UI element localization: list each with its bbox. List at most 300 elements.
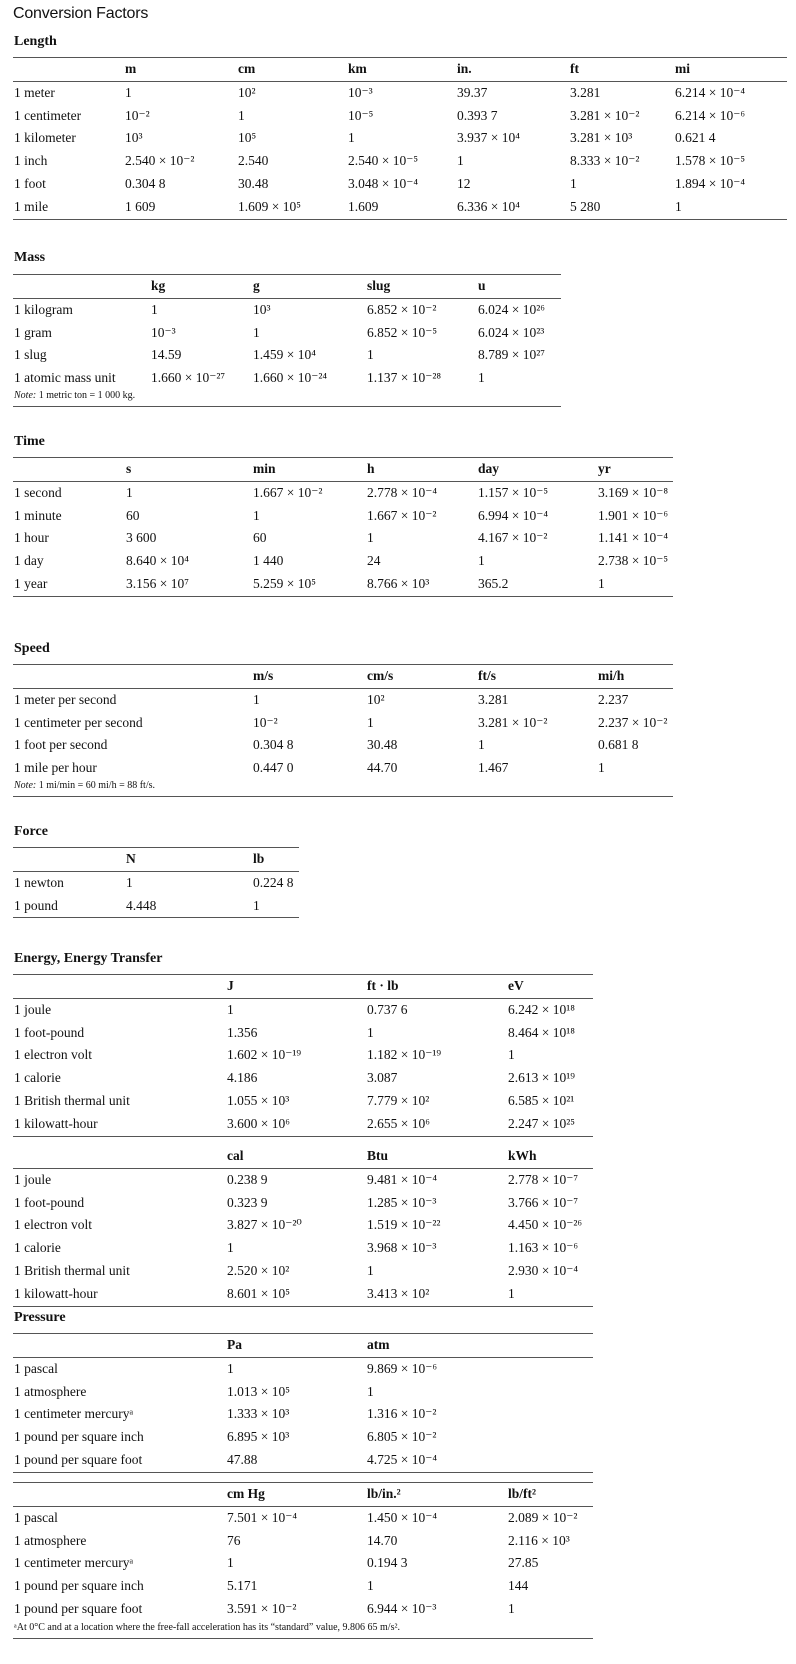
column-header: cal bbox=[227, 1148, 244, 1163]
table-cell: 10⁻⁵ bbox=[348, 107, 374, 123]
table-row bbox=[13, 1113, 593, 1136]
table-row bbox=[13, 1575, 593, 1598]
energy-table-1 bbox=[13, 974, 593, 1137]
table-cell: 10³ bbox=[125, 130, 143, 146]
column-header: ft bbox=[570, 61, 579, 76]
table-cell: 0.224 8 bbox=[253, 874, 294, 890]
table-cell: 4.167 × 10⁻² bbox=[478, 530, 548, 546]
table-cell: 1 bbox=[151, 301, 158, 317]
table-row bbox=[13, 895, 299, 918]
row-label: 1 foot per second bbox=[14, 737, 108, 753]
row-label: 1 newton bbox=[14, 874, 64, 890]
table-cell: 1.333 × 10³ bbox=[227, 1406, 290, 1422]
table-cell: 2.655 × 10⁶ bbox=[367, 1115, 430, 1131]
table-row bbox=[13, 1090, 593, 1113]
table-cell: 14.59 bbox=[151, 347, 182, 363]
table-cell: 8.640 × 10⁴ bbox=[126, 553, 189, 569]
column-header: lb/ft² bbox=[508, 1486, 537, 1501]
table-cell: 6.895 × 10³ bbox=[227, 1429, 290, 1445]
row-label: 1 second bbox=[14, 484, 62, 500]
table-cell: 0.447 0 bbox=[253, 760, 294, 776]
table-cell: 1 bbox=[367, 1383, 374, 1399]
table-cell: 6.214 × 10⁻⁶ bbox=[675, 107, 746, 123]
table-cell: 4.186 bbox=[227, 1070, 258, 1086]
row-label: 1 meter per second bbox=[14, 691, 117, 707]
length-table bbox=[13, 57, 787, 220]
table-cell: 144 bbox=[508, 1578, 529, 1594]
table-cell: 30.48 bbox=[367, 737, 398, 753]
table-row bbox=[13, 1552, 593, 1575]
table-cell: 1 bbox=[238, 107, 245, 123]
table-header-row bbox=[13, 1483, 593, 1507]
table-cell: 1 bbox=[125, 84, 132, 100]
table-row bbox=[13, 1214, 593, 1237]
table-cell: 1 609 bbox=[125, 198, 156, 214]
column-header: day bbox=[478, 461, 500, 476]
table-row bbox=[13, 505, 673, 528]
column-header: N bbox=[126, 851, 136, 866]
table-row bbox=[13, 82, 787, 105]
table-cell: 1 bbox=[598, 575, 605, 591]
row-label: 1 centimeter mercuryᵃ bbox=[14, 1406, 134, 1422]
table-cell: 1.660 × 10⁻²⁷ bbox=[151, 370, 226, 386]
table-header-row bbox=[13, 975, 593, 999]
table-cell: 6.852 × 10⁻⁵ bbox=[367, 324, 438, 340]
table-cell: 1.013 × 10⁵ bbox=[227, 1383, 290, 1399]
table-cell: 2.778 × 10⁻⁷ bbox=[508, 1171, 579, 1187]
column-header: in. bbox=[457, 61, 472, 76]
table-header-row bbox=[13, 458, 673, 482]
table-cell: 0.737 6 bbox=[367, 1001, 408, 1017]
column-header: cm Hg bbox=[227, 1486, 265, 1501]
row-label: 1 pound per square inch bbox=[14, 1578, 144, 1594]
row-label: 1 electron volt bbox=[14, 1217, 92, 1233]
column-header: lb bbox=[253, 851, 265, 866]
table-row bbox=[13, 1022, 593, 1045]
table-cell: 6.944 × 10⁻³ bbox=[367, 1600, 437, 1616]
table-cell: 2.247 × 10²⁵ bbox=[508, 1115, 575, 1131]
row-label: 1 hour bbox=[14, 530, 49, 546]
row-label: 1 atomic mass unit bbox=[14, 370, 116, 386]
table-cell: 10⁻³ bbox=[348, 84, 373, 100]
row-label: 1 centimeter per second bbox=[14, 714, 143, 730]
table-row bbox=[13, 734, 673, 757]
row-label: 1 pascal bbox=[14, 1360, 58, 1376]
row-label: 1 British thermal unit bbox=[14, 1262, 130, 1278]
table-row bbox=[13, 1449, 593, 1472]
mass-table bbox=[13, 274, 561, 390]
mass-note-text: 1 metric ton = 1 000 kg. bbox=[38, 390, 136, 401]
table-cell: 10² bbox=[238, 84, 256, 100]
table-cell: 2.540 × 10⁻⁵ bbox=[348, 153, 419, 169]
column-header: slug bbox=[367, 278, 391, 293]
table-cell: 1 bbox=[457, 153, 464, 169]
column-header: cm/s bbox=[367, 668, 394, 683]
column-header: Btu bbox=[367, 1148, 389, 1163]
table-cell: 1.137 × 10⁻²⁸ bbox=[367, 370, 442, 386]
table-cell: 5.171 bbox=[227, 1578, 258, 1594]
table-cell: 8.464 × 10¹⁸ bbox=[508, 1024, 575, 1040]
table-cell: 1 bbox=[367, 530, 374, 546]
table-cell: 2.089 × 10⁻² bbox=[508, 1509, 578, 1525]
table-cell: 3.766 × 10⁻⁷ bbox=[508, 1194, 579, 1210]
table-cell: 10⁻² bbox=[253, 714, 278, 730]
row-label: 1 atmosphere bbox=[14, 1532, 87, 1548]
force-table bbox=[13, 847, 299, 918]
table-cell: 7.779 × 10² bbox=[367, 1092, 430, 1108]
table-cell: 1.182 × 10⁻¹⁹ bbox=[367, 1047, 442, 1063]
row-label: 1 foot-pound bbox=[14, 1194, 85, 1210]
table-header-row bbox=[13, 1334, 593, 1358]
table-cell: 1 bbox=[508, 1600, 515, 1616]
pressure-footnote bbox=[13, 1620, 593, 1639]
table-cell: 30.48 bbox=[238, 175, 269, 191]
table-row bbox=[13, 1381, 593, 1404]
table-cell: 3.281 × 10³ bbox=[570, 130, 633, 146]
section-title-energy: Energy, Energy Transfer bbox=[14, 951, 163, 966]
table-cell: 5.259 × 10⁵ bbox=[253, 575, 316, 591]
page-title: Conversion Factors bbox=[13, 5, 149, 22]
table-header-row bbox=[13, 275, 561, 299]
table-cell: 2.237 bbox=[598, 691, 629, 707]
table-cell: 12 bbox=[457, 175, 471, 191]
row-label: 1 foot bbox=[14, 175, 46, 191]
table-cell: 1.450 × 10⁻⁴ bbox=[367, 1509, 438, 1525]
time-table bbox=[13, 457, 673, 597]
table-row bbox=[13, 150, 787, 173]
speed-note-label: Note: bbox=[14, 780, 37, 791]
table-cell: 3.169 × 10⁻⁸ bbox=[598, 484, 669, 500]
column-header: mi/h bbox=[598, 668, 625, 683]
table-cell: 0.681 8 bbox=[598, 737, 639, 753]
table-cell: 1 bbox=[126, 874, 133, 890]
section-title-length: Length bbox=[14, 34, 57, 49]
table-cell: 4.448 bbox=[126, 897, 157, 913]
mass-note-label: Note: bbox=[14, 390, 37, 401]
row-label: 1 meter bbox=[14, 84, 55, 100]
column-header: ft/s bbox=[478, 668, 496, 683]
table-row bbox=[13, 712, 673, 735]
table-row bbox=[13, 127, 787, 150]
row-label: 1 kilometer bbox=[14, 130, 76, 146]
table-cell: 14.70 bbox=[367, 1532, 398, 1548]
table-cell: 1 bbox=[367, 1578, 374, 1594]
section-title-force: Force bbox=[14, 824, 48, 839]
table-cell: 1 bbox=[508, 1047, 515, 1063]
table-cell: 1.578 × 10⁻⁵ bbox=[675, 153, 746, 169]
table-cell: 1 bbox=[367, 347, 374, 363]
table-cell: 3.591 × 10⁻² bbox=[227, 1600, 297, 1616]
speed-note bbox=[13, 778, 673, 797]
column-header: m/s bbox=[253, 668, 274, 683]
table-cell: 3.281 × 10⁻² bbox=[570, 107, 640, 123]
column-header: mi bbox=[675, 61, 690, 76]
row-label: 1 gram bbox=[14, 324, 52, 340]
table-cell: 2.237 × 10⁻² bbox=[598, 714, 668, 730]
table-cell: 1.667 × 10⁻² bbox=[253, 484, 323, 500]
row-label: 1 pound bbox=[14, 897, 58, 913]
table-cell: 1 440 bbox=[253, 553, 284, 569]
table-row bbox=[13, 1044, 593, 1067]
table-row bbox=[13, 1260, 593, 1283]
table-cell: 1.660 × 10⁻²⁴ bbox=[253, 370, 328, 386]
table-row bbox=[13, 1530, 593, 1553]
table-cell: 1 bbox=[253, 507, 260, 523]
table-cell: 0.323 9 bbox=[227, 1194, 268, 1210]
row-label: 1 pascal bbox=[14, 1509, 58, 1525]
table-row bbox=[13, 1067, 593, 1090]
column-header: cm bbox=[238, 61, 256, 76]
row-label: 1 joule bbox=[14, 1171, 52, 1187]
column-header: lb/in.² bbox=[367, 1486, 401, 1501]
row-label: 1 pound per square foot bbox=[14, 1600, 143, 1616]
table-cell: 6.024 × 10²³ bbox=[478, 324, 545, 340]
table-row bbox=[13, 299, 561, 322]
row-label: 1 atmosphere bbox=[14, 1383, 87, 1399]
table-cell: 8.333 × 10⁻² bbox=[570, 153, 640, 169]
table-cell: 1.602 × 10⁻¹⁹ bbox=[227, 1047, 302, 1063]
table-cell: 1 bbox=[367, 1262, 374, 1278]
table-header-row bbox=[13, 1145, 593, 1169]
table-cell: 24 bbox=[367, 553, 381, 569]
column-header: min bbox=[253, 461, 276, 476]
table-cell: 1.519 × 10⁻²² bbox=[367, 1217, 441, 1233]
table-row bbox=[13, 1358, 593, 1381]
table-header-row bbox=[13, 58, 787, 82]
section-title-time: Time bbox=[14, 434, 45, 449]
table-row bbox=[13, 550, 673, 573]
column-header: J bbox=[227, 978, 234, 993]
row-label: 1 calorie bbox=[14, 1070, 61, 1086]
table-cell: 0.304 8 bbox=[125, 175, 166, 191]
table-cell: 1 bbox=[227, 1240, 234, 1256]
mass-note bbox=[13, 388, 561, 407]
row-label: 1 inch bbox=[14, 153, 48, 169]
table-cell: 60 bbox=[126, 507, 140, 523]
row-label: 1 centimeter bbox=[14, 107, 82, 123]
column-header: g bbox=[253, 278, 260, 293]
table-cell: 3.968 × 10⁻³ bbox=[367, 1240, 437, 1256]
table-cell: 1 bbox=[508, 1285, 515, 1301]
table-row bbox=[13, 999, 593, 1022]
table-cell: 3.281 × 10⁻² bbox=[478, 714, 548, 730]
table-cell: 6.214 × 10⁻⁴ bbox=[675, 84, 746, 100]
column-header: s bbox=[126, 461, 132, 476]
table-cell: 1 bbox=[253, 691, 260, 707]
table-cell: 1 bbox=[367, 1024, 374, 1040]
table-header-row bbox=[13, 848, 299, 872]
table-cell: 1.901 × 10⁻⁶ bbox=[598, 507, 669, 523]
table-cell: 44.70 bbox=[367, 760, 398, 776]
table-cell: 1.467 bbox=[478, 760, 509, 776]
row-label: 1 kilowatt-hour bbox=[14, 1285, 98, 1301]
table-row bbox=[13, 173, 787, 196]
table-cell: 1 bbox=[227, 1555, 234, 1571]
table-cell: 4.725 × 10⁻⁴ bbox=[367, 1451, 438, 1467]
row-label: 1 mile bbox=[14, 198, 49, 214]
table-cell: 6.336 × 10⁴ bbox=[457, 198, 520, 214]
table-cell: 10⁻³ bbox=[151, 324, 176, 340]
table-cell: 1.163 × 10⁻⁶ bbox=[508, 1240, 579, 1256]
table-cell: 3.281 bbox=[570, 84, 601, 100]
table-cell: 3.156 × 10⁷ bbox=[126, 575, 189, 591]
table-cell: 3.827 × 10⁻²⁰ bbox=[227, 1217, 302, 1233]
row-label: 1 electron volt bbox=[14, 1047, 92, 1063]
table-cell: 1 bbox=[348, 130, 355, 146]
column-header: yr bbox=[598, 461, 611, 476]
table-cell: 1 bbox=[227, 1001, 234, 1017]
column-header: kWh bbox=[508, 1148, 537, 1163]
column-header: m bbox=[125, 61, 137, 76]
row-label: 1 pound per square foot bbox=[14, 1451, 143, 1467]
table-cell: 5 280 bbox=[570, 198, 601, 214]
table-cell: 0.304 8 bbox=[253, 737, 294, 753]
table-cell: 1 bbox=[478, 553, 485, 569]
table-cell: 1.459 × 10⁴ bbox=[253, 347, 316, 363]
table-cell: 9.869 × 10⁻⁶ bbox=[367, 1360, 438, 1376]
table-cell: 365.2 bbox=[478, 575, 509, 591]
pressure-table-2 bbox=[13, 1482, 593, 1621]
table-header-row bbox=[13, 665, 673, 689]
table-cell: 1.141 × 10⁻⁴ bbox=[598, 530, 669, 546]
row-label: 1 kilogram bbox=[14, 301, 73, 317]
table-row bbox=[13, 872, 299, 895]
table-cell: 60 bbox=[253, 530, 267, 546]
table-cell: 1 bbox=[598, 760, 605, 776]
table-row bbox=[13, 1507, 593, 1530]
table-cell: 3 600 bbox=[126, 530, 157, 546]
table-cell: 1 bbox=[675, 198, 682, 214]
row-label: 1 pound per square inch bbox=[14, 1429, 144, 1445]
table-cell: 0.238 9 bbox=[227, 1171, 268, 1187]
column-header: ft · lb bbox=[367, 978, 399, 993]
table-cell: 2.520 × 10² bbox=[227, 1262, 290, 1278]
table-cell: 6.852 × 10⁻² bbox=[367, 301, 437, 317]
table-row bbox=[13, 1192, 593, 1215]
table-row bbox=[13, 757, 673, 780]
table-cell: 2.930 × 10⁻⁴ bbox=[508, 1262, 579, 1278]
table-row bbox=[13, 196, 787, 219]
table-cell: 4.450 × 10⁻²⁶ bbox=[508, 1217, 583, 1233]
row-label: 1 British thermal unit bbox=[14, 1092, 130, 1108]
table-cell: 10³ bbox=[253, 301, 271, 317]
table-cell: 10⁵ bbox=[238, 130, 257, 146]
table-cell: 3.600 × 10⁶ bbox=[227, 1115, 290, 1131]
table-cell: 1.157 × 10⁻⁵ bbox=[478, 484, 549, 500]
table-cell: 1 bbox=[253, 897, 260, 913]
table-cell: 9.481 × 10⁻⁴ bbox=[367, 1171, 438, 1187]
table-cell: 27.85 bbox=[508, 1555, 539, 1571]
table-row bbox=[13, 322, 561, 345]
row-label: 1 mile per hour bbox=[14, 760, 97, 776]
table-cell: 6.585 × 10²¹ bbox=[508, 1092, 575, 1108]
table-row bbox=[13, 1283, 593, 1306]
pressure-table-1 bbox=[13, 1333, 593, 1473]
row-label: 1 year bbox=[14, 575, 48, 591]
section-title-speed: Speed bbox=[14, 641, 50, 656]
table-row bbox=[13, 1403, 593, 1426]
table-row bbox=[13, 573, 673, 596]
section-title-mass: Mass bbox=[14, 250, 46, 265]
table-cell: 3.048 × 10⁻⁴ bbox=[348, 175, 419, 191]
table-row bbox=[13, 689, 673, 712]
table-cell: 8.766 × 10³ bbox=[367, 575, 430, 591]
row-label: 1 joule bbox=[14, 1001, 52, 1017]
table-cell: 3.281 bbox=[478, 691, 509, 707]
table-cell: 8.789 × 10²⁷ bbox=[478, 347, 545, 363]
row-label: 1 foot-pound bbox=[14, 1024, 85, 1040]
table-cell: 2.540 bbox=[238, 153, 269, 169]
table-cell: 2.778 × 10⁻⁴ bbox=[367, 484, 438, 500]
table-cell: 3.937 × 10⁴ bbox=[457, 130, 520, 146]
pressure-footnote-text: ᵃAt 0°C and at a location where the free-fall acceleration has its “standard” value, 9.806 65 m/s². bbox=[14, 1622, 400, 1633]
column-header: atm bbox=[367, 1337, 390, 1352]
column-header: Pa bbox=[227, 1337, 242, 1352]
table-row bbox=[13, 1598, 593, 1621]
table-cell: 1.894 × 10⁻⁴ bbox=[675, 175, 746, 191]
table-cell: 1.667 × 10⁻² bbox=[367, 507, 437, 523]
speed-note-text: 1 mi/min = 60 mi/h = 88 ft/s. bbox=[38, 780, 156, 791]
table-cell: 47.88 bbox=[227, 1451, 258, 1467]
table-cell: 0.621 4 bbox=[675, 130, 716, 146]
table-cell: 1.285 × 10⁻³ bbox=[367, 1194, 437, 1210]
column-header: h bbox=[367, 461, 375, 476]
table-cell: 6.242 × 10¹⁸ bbox=[508, 1001, 575, 1017]
row-label: 1 centimeter mercuryᵃ bbox=[14, 1555, 134, 1571]
table-cell: 2.116 × 10³ bbox=[508, 1532, 570, 1548]
table-cell: 1 bbox=[367, 714, 374, 730]
table-cell: 1 bbox=[253, 324, 260, 340]
table-cell: 1 bbox=[227, 1360, 234, 1376]
table-cell: 6.994 × 10⁻⁴ bbox=[478, 507, 549, 523]
table-cell: 1.609 × 10⁵ bbox=[238, 198, 301, 214]
table-cell: 2.738 × 10⁻⁵ bbox=[598, 553, 669, 569]
table-row bbox=[13, 527, 673, 550]
column-header: kg bbox=[151, 278, 166, 293]
table-cell: 3.087 bbox=[367, 1070, 398, 1086]
table-row bbox=[13, 1426, 593, 1449]
table-cell: 3.413 × 10² bbox=[367, 1285, 430, 1301]
table-cell: 1.055 × 10³ bbox=[227, 1092, 290, 1108]
table-cell: 1.356 bbox=[227, 1024, 258, 1040]
table-cell: 1 bbox=[126, 484, 133, 500]
table-row bbox=[13, 344, 561, 367]
table-cell: 1 bbox=[478, 737, 485, 753]
table-cell: 10² bbox=[367, 691, 385, 707]
table-cell: 8.601 × 10⁵ bbox=[227, 1285, 290, 1301]
column-header: km bbox=[348, 61, 367, 76]
table-cell: 2.540 × 10⁻² bbox=[125, 153, 195, 169]
table-cell: 1 bbox=[570, 175, 577, 191]
table-cell: 1.609 bbox=[348, 198, 379, 214]
table-cell: 0.393 7 bbox=[457, 107, 498, 123]
section-title-pressure: Pressure bbox=[14, 1310, 66, 1325]
table-cell: 2.613 × 10¹⁹ bbox=[508, 1070, 575, 1086]
table-cell: 6.024 × 10²⁶ bbox=[478, 301, 545, 317]
row-label: 1 day bbox=[14, 553, 44, 569]
energy-table-2 bbox=[13, 1145, 593, 1307]
table-row bbox=[13, 1237, 593, 1260]
column-header: eV bbox=[508, 978, 524, 993]
table-row bbox=[13, 105, 787, 128]
table-row bbox=[13, 482, 673, 505]
speed-table bbox=[13, 664, 673, 780]
table-cell: 76 bbox=[227, 1532, 241, 1548]
table-cell: 10⁻² bbox=[125, 107, 150, 123]
table-cell: 7.501 × 10⁻⁴ bbox=[227, 1509, 298, 1525]
row-label: 1 calorie bbox=[14, 1240, 61, 1256]
row-label: 1 minute bbox=[14, 507, 62, 523]
